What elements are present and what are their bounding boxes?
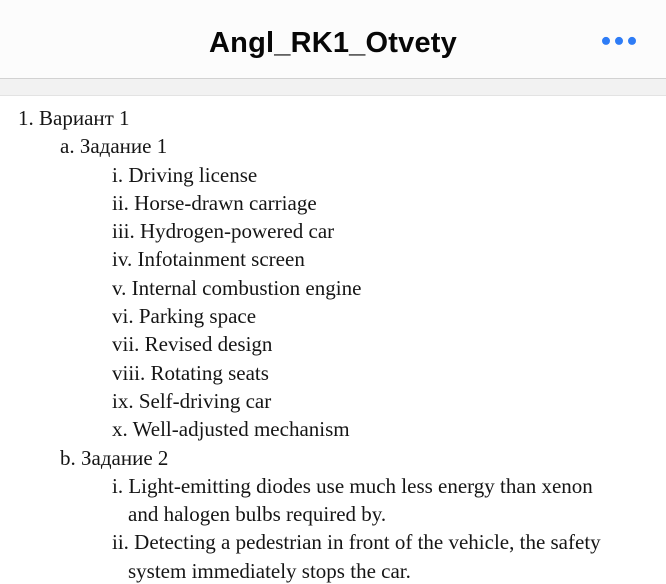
outline-item: v. Internal combustion engine (112, 275, 362, 300)
outline-item: 1. Вариант 1 (18, 106, 130, 130)
outline-item: vi. Parking space (112, 304, 257, 329)
page-title: Angl_RK1_Otvety (209, 26, 457, 59)
outline-item: ix. Self-driving car (112, 388, 272, 413)
outline-item: x. Well-adjusted mechanism (112, 417, 350, 442)
outline-item: viii. Rotating seats (112, 360, 269, 385)
outline-item: iv. Infotainment screen (112, 247, 305, 272)
document-body[interactable] (0, 96, 666, 584)
header (0, 0, 666, 79)
outline-item: i. Driving license (112, 162, 258, 187)
outline-item: ii. Horse-drawn carriage (112, 190, 317, 215)
header-divider (0, 79, 666, 96)
outline-item: vii. Revised design (112, 332, 273, 357)
outline-item: i. Light-emitting diodes use much less energy than xenon and halogen bulbs required by. (112, 473, 593, 527)
outline-item: a. Задание 1 (60, 134, 168, 159)
more-options-button[interactable] (598, 29, 640, 53)
outline-item: ii. Detecting a pedestrian in front of the vehicle, the safety system immediately stops the car. (112, 530, 601, 583)
ellipsis-icon (615, 37, 623, 45)
ellipsis-icon (602, 37, 610, 45)
outline-item: iii. Hydrogen-powered car (112, 219, 335, 244)
ellipsis-icon (628, 37, 636, 45)
outline-item: b. Задание 2 (60, 445, 169, 470)
